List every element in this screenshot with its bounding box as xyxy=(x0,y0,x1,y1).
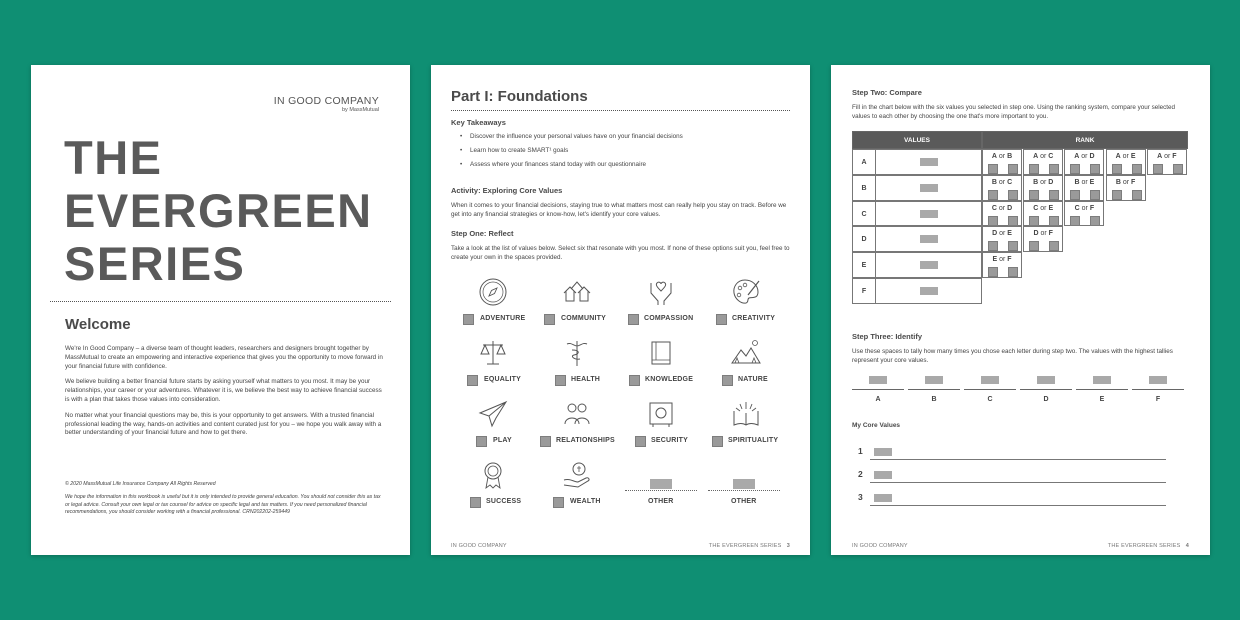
checkbox[interactable] xyxy=(1112,190,1122,200)
paragraph: We're In Good Company – a diverse team of thought leaders, researchers and designers brought together by MassMutual to create an empowering and interactive experience that gives you the opportunity to move forward in your financial future with confidence. xyxy=(65,345,383,370)
write-in-field[interactable] xyxy=(925,376,943,384)
checkbox[interactable] xyxy=(1090,190,1100,200)
value-label: NATURE xyxy=(738,376,768,383)
checkbox[interactable] xyxy=(629,375,640,386)
title-line: SERIES xyxy=(64,237,246,290)
scales-icon xyxy=(478,338,508,368)
checkbox[interactable] xyxy=(1029,164,1039,174)
rank-header: RANK xyxy=(982,131,1188,149)
row-letter: F xyxy=(852,278,876,304)
step-two-title: Step Two: Compare xyxy=(852,88,922,97)
core-value-3[interactable] xyxy=(852,492,1166,506)
value-security[interactable] xyxy=(616,399,706,457)
rank-pair[interactable] xyxy=(1023,201,1063,227)
brand-sub: by MassMutual xyxy=(342,107,379,113)
checkbox[interactable] xyxy=(553,497,564,508)
rank-pair[interactable] xyxy=(982,175,1022,201)
checkbox[interactable] xyxy=(467,375,478,386)
write-in-field[interactable] xyxy=(981,376,999,384)
value-wealth[interactable] xyxy=(532,460,622,518)
pair-letter: B xyxy=(1074,178,1080,186)
copyright: © 2020 MassMutual Life Insurance Company All Rights Reserved xyxy=(65,481,216,487)
step-two-text: Fill in the chart below with the six values you selected in step one. Using the ranking system, compare your selected values to each other by choosing the one that's more important to you. xyxy=(852,104,1176,120)
write-in-field[interactable] xyxy=(1093,376,1111,384)
value-other-2[interactable] xyxy=(704,460,794,518)
chart-row xyxy=(852,149,982,175)
pair-letter: A xyxy=(1157,153,1163,160)
pair-label xyxy=(983,205,1021,212)
rank-pair[interactable] xyxy=(1023,226,1063,252)
write-in-line xyxy=(870,482,1166,483)
caduceus-icon xyxy=(562,338,592,368)
value-label: CREATIVITY xyxy=(732,315,776,322)
pair-label xyxy=(983,153,1021,160)
tally-line xyxy=(852,389,904,390)
checkbox[interactable] xyxy=(1008,216,1018,226)
value-play[interactable] xyxy=(448,399,538,457)
write-in-field[interactable] xyxy=(920,158,938,166)
rank-pair[interactable] xyxy=(1023,149,1063,175)
value-health[interactable] xyxy=(532,338,622,396)
or-word: or xyxy=(1038,230,1049,238)
value-relationships[interactable] xyxy=(532,399,622,457)
pair-label xyxy=(1065,205,1103,212)
checkbox[interactable] xyxy=(1153,164,1163,174)
pair-letter: F xyxy=(1131,178,1136,186)
checkbox[interactable] xyxy=(1090,164,1100,174)
pair-letter: C xyxy=(1074,204,1080,212)
value-creativity[interactable] xyxy=(701,277,791,335)
chart-row xyxy=(852,226,982,252)
pair-letter: A xyxy=(1074,153,1080,160)
row-letter: C xyxy=(852,201,876,227)
pair-letter: C xyxy=(991,204,997,212)
series-title xyxy=(64,131,373,290)
pair-letter: F xyxy=(1007,256,1012,264)
step-three-title: Step Three: Identify xyxy=(852,332,923,341)
title-line: EVERGREEN xyxy=(64,184,373,237)
pair-letter: C xyxy=(1033,204,1039,212)
checkbox[interactable] xyxy=(1029,216,1039,226)
pair-letter: F xyxy=(1048,230,1053,238)
value-label: WEALTH xyxy=(570,498,601,505)
checkbox[interactable] xyxy=(476,436,487,447)
checkbox[interactable] xyxy=(555,375,566,386)
write-in-field[interactable] xyxy=(920,210,938,218)
row-letter: B xyxy=(852,175,876,201)
tally-line xyxy=(1132,389,1184,390)
checkbox[interactable] xyxy=(1008,190,1018,200)
or-word: or xyxy=(1079,153,1090,160)
write-in-field[interactable] xyxy=(1149,376,1167,384)
pair-letter: B xyxy=(1007,153,1013,160)
pair-letter: D xyxy=(992,230,998,238)
value-cell[interactable] xyxy=(876,201,982,227)
core-number: 3 xyxy=(858,492,863,502)
value-community[interactable] xyxy=(532,277,622,335)
rank-pair[interactable] xyxy=(1106,149,1146,175)
write-in-field[interactable] xyxy=(1037,376,1055,384)
pair-label xyxy=(1024,230,1062,237)
rank-pair[interactable] xyxy=(1147,149,1187,175)
value-label: COMMUNITY xyxy=(561,315,606,322)
tally-letter: A xyxy=(875,396,881,403)
step-one-text: Take a look at the list of values below. Select six that resonate with you most. If none of these options suit you, feel free to create your own in the spaces provided. xyxy=(451,245,790,261)
value-label: KNOWLEDGE xyxy=(645,376,694,383)
value-cell[interactable] xyxy=(876,149,982,175)
page-foundations xyxy=(431,65,810,555)
rank-pair[interactable] xyxy=(982,149,1022,175)
rank-pair[interactable] xyxy=(1064,175,1104,201)
compass-icon xyxy=(478,277,508,307)
value-success[interactable] xyxy=(448,460,538,518)
checkbox[interactable] xyxy=(1049,241,1059,251)
write-in-field[interactable] xyxy=(874,494,892,502)
checkbox[interactable] xyxy=(988,190,998,200)
takeaway-item: • Learn how to create SMART¹ goals xyxy=(470,147,568,154)
value-cell[interactable] xyxy=(876,226,982,252)
open-book-light-icon xyxy=(731,399,761,429)
core-number: 1 xyxy=(858,446,863,456)
checkbox[interactable] xyxy=(1173,164,1183,174)
step-three-text: Use these spaces to tally how many times you chose each letter during step two. The values with the highest tallies represent your core values. xyxy=(852,348,1173,364)
checkbox[interactable] xyxy=(1008,267,1018,277)
or-word: or xyxy=(996,204,1008,212)
value-equality[interactable] xyxy=(448,338,538,396)
footer-left: IN GOOD COMPANY xyxy=(451,543,507,549)
paragraph: We believe building a better financial future starts by asking yourself what matters to you most. It may be your relationships, your career or your adventures. Whatever it is, we believe the best way to achieve financial success is with a plan that takes those values into consideration. xyxy=(65,378,382,403)
checkbox[interactable] xyxy=(1049,190,1059,200)
page-number: 3 xyxy=(786,543,790,549)
title-line: THE xyxy=(64,131,163,184)
page-compare xyxy=(831,65,1210,555)
checkbox[interactable] xyxy=(716,314,727,325)
row-letter: A xyxy=(852,149,876,175)
value-label: OTHER xyxy=(731,498,757,505)
value-label: SUCCESS xyxy=(486,498,522,505)
activity-title: Activity: Exploring Core Values xyxy=(451,186,563,195)
mountain-icon xyxy=(731,338,761,368)
write-in-field[interactable] xyxy=(920,287,938,295)
takeaway-item: • Assess where your finances stand today with our questionnaire xyxy=(470,161,646,168)
page-number: 4 xyxy=(1185,543,1189,549)
activity-text: When it comes to your financial decisions, staying true to what matters most can really help you stay on track. Before we get into any financial strategies or know-how, let's identify your core values. xyxy=(451,202,787,218)
or-word: or xyxy=(996,178,1008,186)
rank-pair[interactable] xyxy=(1106,175,1146,201)
row-letter: E xyxy=(852,252,876,278)
pair-label xyxy=(1065,179,1103,186)
write-in-field[interactable] xyxy=(874,471,892,479)
step-one-title: Step One: Reflect xyxy=(451,229,514,238)
row-letter: D xyxy=(852,226,876,252)
write-in-line xyxy=(870,459,1166,460)
core-number: 2 xyxy=(858,469,863,479)
houses-icon xyxy=(562,277,592,307)
ranking-chart xyxy=(852,131,1188,304)
pair-letter: E xyxy=(1130,153,1136,160)
legal-footer xyxy=(65,481,383,523)
checkbox[interactable] xyxy=(1070,164,1080,174)
pair-label xyxy=(983,179,1021,186)
tally-line xyxy=(1076,389,1128,390)
tally-letter: C xyxy=(987,396,993,403)
checkbox[interactable] xyxy=(1112,164,1122,174)
book-icon xyxy=(646,338,676,368)
chart-row xyxy=(852,252,982,278)
pair-letter: F xyxy=(1172,153,1177,160)
write-in-field[interactable] xyxy=(869,376,887,384)
pair-label xyxy=(1024,205,1062,212)
value-label: RELATIONSHIPS xyxy=(556,437,615,444)
pair-label xyxy=(983,230,1021,237)
checkbox[interactable] xyxy=(988,241,998,251)
pair-label xyxy=(1107,179,1145,186)
divider xyxy=(50,301,391,302)
value-label: HEALTH xyxy=(571,376,601,383)
welcome-body xyxy=(65,345,383,445)
safe-icon xyxy=(646,399,676,429)
pair-label xyxy=(983,256,1021,263)
checkbox[interactable] xyxy=(1132,164,1142,174)
pair-letter: D xyxy=(1048,178,1054,186)
write-in-field[interactable] xyxy=(733,479,755,489)
tally-line xyxy=(908,389,960,390)
tally-letter: F xyxy=(1155,396,1161,403)
value-cell[interactable] xyxy=(876,252,982,278)
or-word: or xyxy=(1079,178,1090,186)
tally-letter: D xyxy=(1043,396,1049,403)
checkbox[interactable] xyxy=(988,164,998,174)
rank-pair[interactable] xyxy=(1023,175,1063,201)
write-in-field[interactable] xyxy=(874,448,892,456)
footer-series: THE EVERGREEN SERIES xyxy=(708,543,782,549)
people-icon xyxy=(562,399,592,429)
paragraph: No matter what your financial questions may be, this is your opportunity to get answers. With a trusted financial professional leading the way, hands-on activities and content curated just for you – we hope you walk away with a better understanding of your financial future and how to get there. xyxy=(65,411,382,437)
key-takeaways-title: Key Takeaways xyxy=(451,118,506,127)
chart-row xyxy=(852,175,982,201)
medal-icon xyxy=(478,460,508,490)
checkbox[interactable] xyxy=(1070,216,1080,226)
brand-logo xyxy=(274,95,379,113)
or-word: or xyxy=(1162,153,1173,160)
core-value-2[interactable] xyxy=(852,469,1166,483)
pair-letter: A xyxy=(1033,153,1039,160)
pair-label xyxy=(1148,153,1186,160)
value-label: ADVENTURE xyxy=(480,315,526,322)
checkbox[interactable] xyxy=(722,375,733,386)
tally-letter: B xyxy=(931,396,937,403)
values-header: VALUES xyxy=(852,131,982,149)
checkbox[interactable] xyxy=(1132,190,1142,200)
rank-pair[interactable] xyxy=(982,226,1022,252)
rank-pair[interactable] xyxy=(1064,201,1104,227)
write-in-field[interactable] xyxy=(920,235,938,243)
takeaway-item: • Discover the influence your personal values have on your financial decisions xyxy=(470,133,683,140)
pair-letter: E xyxy=(1007,230,1012,238)
value-spirituality[interactable] xyxy=(701,399,791,457)
pair-letter: D xyxy=(1007,204,1013,212)
tally-line xyxy=(1020,389,1072,390)
pair-letter: B xyxy=(991,178,997,186)
checkbox[interactable] xyxy=(1049,216,1059,226)
chart-row xyxy=(852,201,982,227)
value-adventure[interactable] xyxy=(448,277,538,335)
footer-left: IN GOOD COMPANY xyxy=(852,543,908,549)
pair-label xyxy=(1107,153,1145,160)
tally-line xyxy=(964,389,1016,390)
checkbox[interactable] xyxy=(635,436,646,447)
value-cell[interactable] xyxy=(876,175,982,201)
value-cell[interactable] xyxy=(876,278,982,304)
checkbox[interactable] xyxy=(628,314,639,325)
pair-letter: B xyxy=(1115,178,1121,186)
write-in-line xyxy=(625,490,697,491)
pair-letter: D xyxy=(1089,153,1095,160)
pair-letter: B xyxy=(1033,178,1039,186)
or-word: or xyxy=(1120,178,1132,186)
value-label: COMPASSION xyxy=(644,315,694,322)
value-label: PLAY xyxy=(493,437,512,444)
footer-right xyxy=(709,543,790,549)
value-label: EQUALITY xyxy=(484,376,521,383)
core-value-1[interactable] xyxy=(852,446,1166,460)
or-word: or xyxy=(1038,204,1049,212)
write-in-field[interactable] xyxy=(650,479,672,489)
rank-pair[interactable] xyxy=(982,201,1022,227)
checkbox[interactable] xyxy=(1029,241,1039,251)
pair-letter: F xyxy=(1089,204,1095,212)
checkbox[interactable] xyxy=(988,267,998,277)
pair-letter: E xyxy=(1048,204,1054,212)
value-label: SPIRITUALITY xyxy=(728,437,779,444)
divider xyxy=(451,110,790,111)
pair-letter: A xyxy=(991,153,997,160)
page-cover xyxy=(31,65,410,555)
or-word: or xyxy=(1079,204,1090,212)
pair-letter: E xyxy=(992,256,998,264)
tally-letter: E xyxy=(1099,396,1105,403)
rank-pair[interactable] xyxy=(982,252,1022,278)
pair-letter: E xyxy=(1089,178,1095,186)
or-word: or xyxy=(1120,153,1131,160)
pair-letter: D xyxy=(1033,230,1039,238)
value-other-1[interactable] xyxy=(621,460,711,518)
pair-label xyxy=(1024,179,1062,186)
pair-label xyxy=(1024,153,1062,160)
value-label: SECURITY xyxy=(651,437,688,444)
or-word: or xyxy=(1038,178,1049,186)
checkbox[interactable] xyxy=(1090,216,1100,226)
page-title: Part I: Foundations xyxy=(451,88,588,105)
write-in-line xyxy=(708,490,780,491)
hand-money-icon xyxy=(562,460,592,490)
write-in-line xyxy=(870,505,1166,506)
checkbox[interactable] xyxy=(1008,164,1018,174)
core-values-title: My Core Values xyxy=(852,422,901,429)
palette-icon xyxy=(731,277,761,307)
brand-name: IN GOOD COMPANY xyxy=(273,95,379,107)
or-word: or xyxy=(997,230,1008,238)
chart-row xyxy=(852,278,982,304)
write-in-field[interactable] xyxy=(920,261,938,269)
hands-heart-icon xyxy=(646,277,676,307)
write-in-field[interactable] xyxy=(920,184,938,192)
footer-series: THE EVERGREEN SERIES xyxy=(1107,543,1181,549)
pair-letter: A xyxy=(1115,153,1121,160)
welcome-heading: Welcome xyxy=(65,316,131,333)
value-compassion[interactable] xyxy=(616,277,706,335)
value-nature[interactable] xyxy=(701,338,791,396)
checkbox[interactable] xyxy=(544,314,555,325)
checkbox[interactable] xyxy=(540,436,551,447)
rank-pair[interactable] xyxy=(1064,149,1104,175)
checkbox[interactable] xyxy=(1029,190,1039,200)
or-word: or xyxy=(1038,153,1049,160)
disclaimer: We hope the information in this workbook is useful but it is only intended to provide general education. You should not consider this as tax or legal advice. Consult your own legal or tax counsel for advice on specific legal and tax matters. If you need personalized financial recommendations, you should consider working with a financial professional. CRN202202-259449 xyxy=(65,494,381,516)
or-word: or xyxy=(996,153,1008,160)
checkbox[interactable] xyxy=(1070,190,1080,200)
paper-plane-icon xyxy=(478,399,508,429)
checkbox[interactable] xyxy=(988,216,998,226)
checkbox[interactable] xyxy=(712,436,723,447)
checkbox[interactable] xyxy=(1008,241,1018,251)
pair-label xyxy=(1065,153,1103,160)
value-label: OTHER xyxy=(648,498,674,505)
checkbox[interactable] xyxy=(470,497,481,508)
checkbox[interactable] xyxy=(1049,164,1059,174)
or-word: or xyxy=(997,256,1008,264)
footer-right xyxy=(1108,543,1189,549)
pair-letter: C xyxy=(1007,178,1013,186)
pair-letter: C xyxy=(1048,153,1054,160)
checkbox[interactable] xyxy=(463,314,474,325)
value-knowledge[interactable] xyxy=(616,338,706,396)
